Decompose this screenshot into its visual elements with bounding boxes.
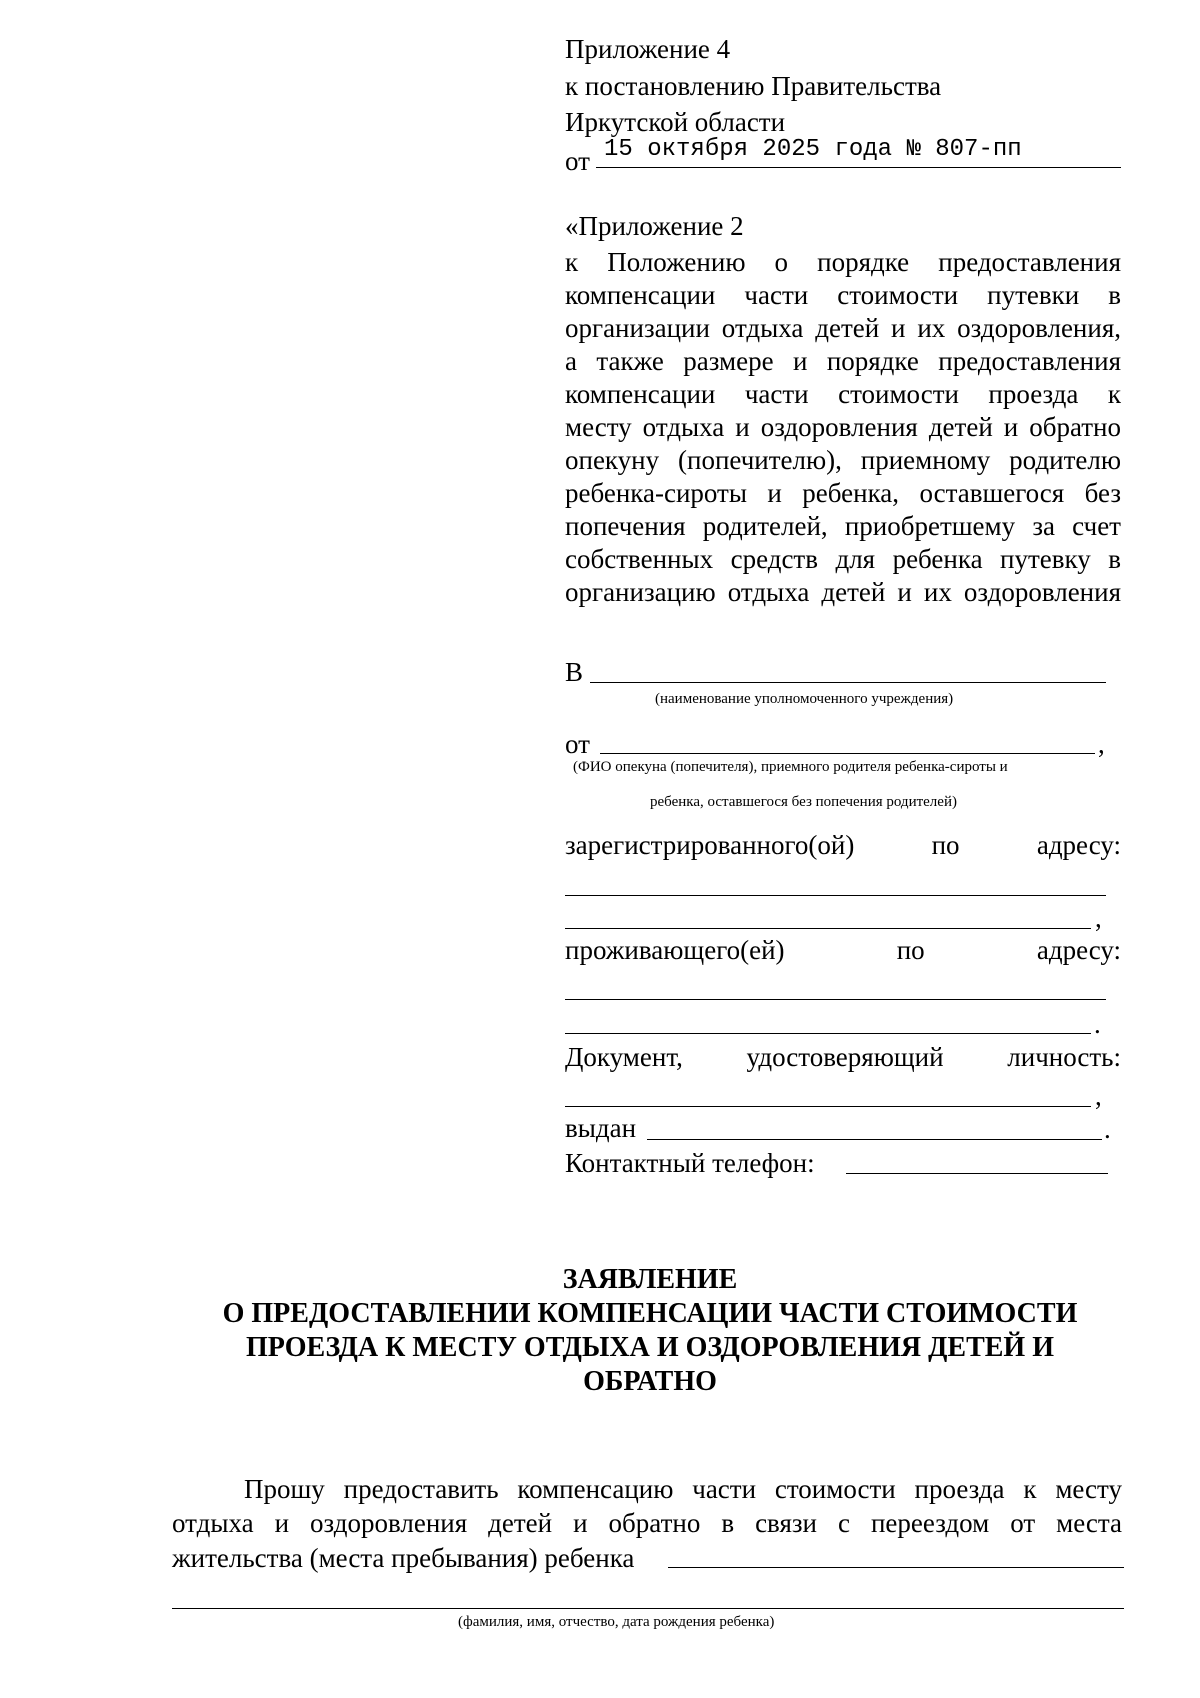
- appendix-line: месту отдыха и оздоровления детей и обратно: [565, 412, 1121, 442]
- from-comma: ,: [1098, 729, 1105, 759]
- document-field-line[interactable]: [565, 1106, 1091, 1107]
- registered-comma: ,: [1095, 903, 1102, 933]
- appendix-title: «Приложение 2: [565, 211, 744, 241]
- statement-title-line: ЗАЯВЛЕНИЕ: [562, 1264, 738, 1295]
- header-appendix-number: Приложение 4: [565, 34, 731, 64]
- appendix-line: собственных средств для ребенка путевку в: [565, 544, 1121, 574]
- from-label: от: [565, 729, 590, 759]
- header-resolution: к постановлению Правительства: [565, 71, 942, 101]
- phone-label: Контактный телефон:: [565, 1148, 815, 1178]
- registered-address-line-1[interactable]: [565, 895, 1106, 896]
- document-comma: ,: [1095, 1081, 1102, 1111]
- child-caption: (фамилия, имя, отчество, дата рождения ребенка): [458, 1614, 775, 1630]
- from-field-line[interactable]: [600, 753, 1095, 754]
- statement-title: [0, 1263, 1200, 1399]
- appendix-line: организацию отдыха детей и их оздоровления: [565, 577, 1121, 607]
- appendix-line: а также размере и порядке предоставления: [565, 346, 1121, 376]
- registered-address-label: зарегистрированного(ой) по адресу:: [565, 830, 1121, 860]
- header-region: Иркутской области: [565, 107, 786, 137]
- header-date-underline: [596, 167, 1121, 168]
- header-from-label: от: [565, 146, 590, 176]
- living-address-label: проживающего(ей) по адресу:: [565, 935, 1121, 965]
- living-address-line-1[interactable]: [565, 999, 1106, 1000]
- living-address-line-2[interactable]: [565, 1033, 1091, 1034]
- statement-title-line: ОБРАТНО: [583, 1366, 717, 1397]
- child-field-line-2[interactable]: [172, 1608, 1124, 1609]
- issued-label: выдан: [565, 1113, 637, 1143]
- statement-title-line: ПРОЕЗДА К МЕСТУ ОТДЫХА И ОЗДОРОВЛЕНИЯ ДЕТЕЙ И: [246, 1332, 1054, 1363]
- statement-body-line: отдыха и оздоровления детей и обратно в связи с переездом от места: [172, 1508, 1122, 1538]
- appendix-line: компенсации части стоимости проезда к: [565, 379, 1121, 409]
- issued-field-line[interactable]: [647, 1139, 1102, 1140]
- to-field-line[interactable]: [590, 682, 1106, 683]
- living-period: .: [1094, 1009, 1101, 1039]
- registered-address-line-2[interactable]: [565, 928, 1091, 929]
- phone-field-line[interactable]: [846, 1173, 1108, 1174]
- appendix-text: [565, 246, 1121, 609]
- appendix-line: компенсации части стоимости путевки в: [565, 280, 1121, 310]
- header-date-number: 15 октября 2025 года № 807-пп: [604, 136, 1022, 163]
- statement-body: [172, 1472, 1122, 1540]
- child-field-line-1[interactable]: [668, 1567, 1124, 1568]
- appendix-line: к Положению о порядке предоставления: [565, 247, 1121, 277]
- document-label: Документ, удостоверяющий личность:: [565, 1042, 1121, 1072]
- appendix-line: организации отдыха детей и их оздоровления,: [565, 313, 1121, 343]
- statement-title-line: О ПРЕДОСТАВЛЕНИИ КОМПЕНСАЦИИ ЧАСТИ СТОИМОСТИ: [222, 1298, 1078, 1329]
- appendix-line: ребенка-сироты и ребенка, оставшегося без: [565, 478, 1121, 508]
- from-caption-1: (ФИО опекуна (попечителя), приемного родителя ребенка-сироты и: [573, 759, 1008, 775]
- statement-body-line: Прошу предоставить компенсацию части стоимости проезда к месту: [244, 1474, 1122, 1504]
- appendix-line: опекуну (попечителю), приемному родителю: [565, 445, 1121, 475]
- statement-body-child-label: жительства (места пребывания) ребенка: [172, 1543, 635, 1573]
- to-caption: (наименование уполномоченного учреждения): [655, 691, 954, 707]
- appendix-line: попечения родителей, приобретшему за счет: [565, 511, 1121, 541]
- from-caption-2: ребенка, оставшегося без попечения родителей): [650, 794, 957, 810]
- issued-period: .: [1104, 1114, 1111, 1144]
- to-label: В: [565, 657, 584, 687]
